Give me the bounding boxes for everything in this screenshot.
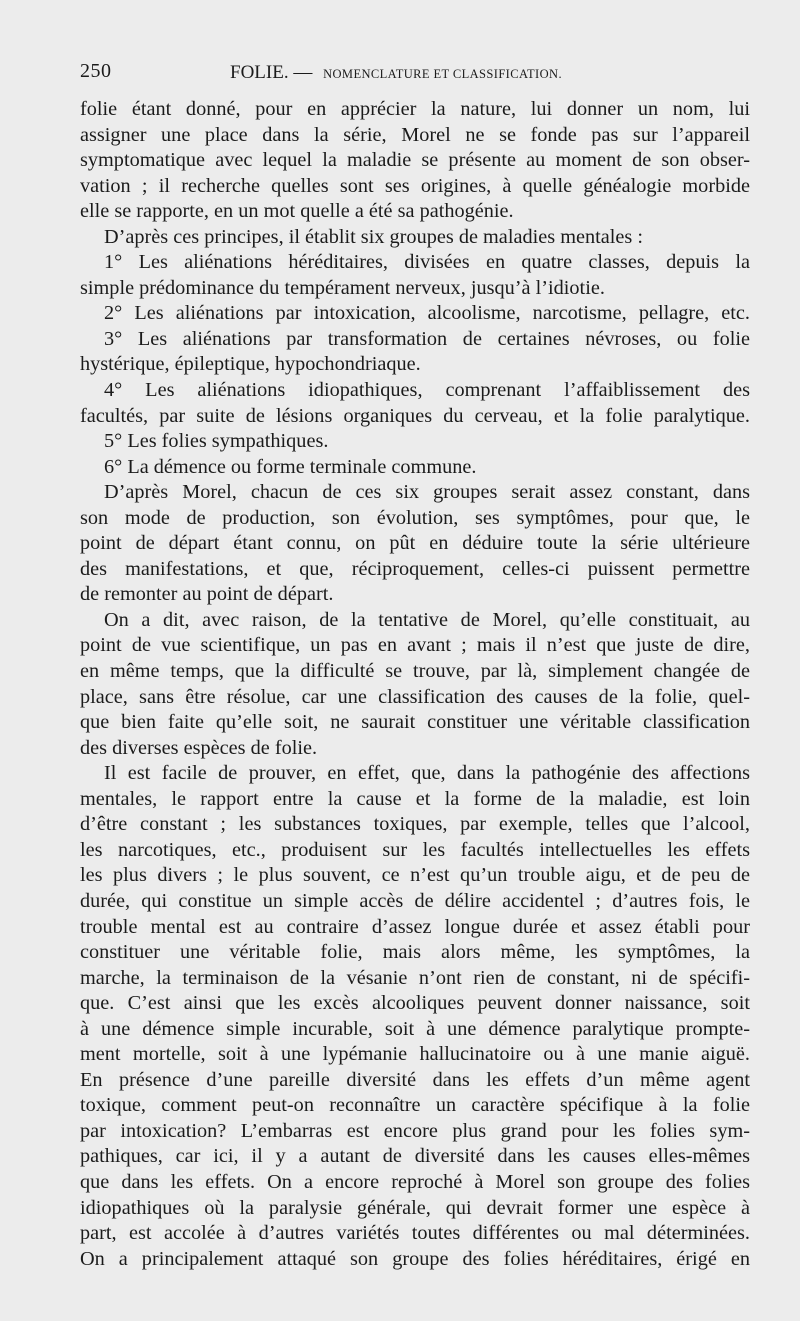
text-line: son mode de production, son évolution, ses symptômes, pour que, le xyxy=(80,506,750,529)
body-text xyxy=(80,97,750,1272)
text-line: point de vue scientifique, un pas en avant ; mais il n’est que juste de dire, xyxy=(80,634,750,657)
text-line: durée, qui constitue un simple accès de délire accidentel ; d’autres fois, le xyxy=(80,889,750,912)
text-line: d’être constant ; les substances toxiques, par exemple, telles que l’alcool, xyxy=(80,813,750,836)
text-line: pathiques, car ici, il y a autant de diversité dans les causes elles-mêmes xyxy=(80,1145,750,1168)
text-line: D’après ces principes, il établit six groupes de maladies mentales : xyxy=(104,225,643,248)
text-line: que bien faite qu’elle soit, ne saurait constituer une véritable classification xyxy=(80,711,750,734)
text-line: trouble mental est au contraire d’assez longue durée et assez établi pour xyxy=(80,915,750,938)
page-number: 250 xyxy=(80,60,112,82)
text-line: que dans les effets. On a encore reproché à Morel son groupe des folies xyxy=(80,1170,750,1193)
text-line: 3° Les aliénations par transformation de certaines névroses, ou folie xyxy=(104,327,750,350)
text-line: en même temps, que la difficulté se trouve, par là, simplement changée de xyxy=(80,660,750,683)
text-line: hystérique, épileptique, hypochondriaque. xyxy=(80,353,421,376)
text-line: 5° Les folies sympathiques. xyxy=(104,430,329,453)
text-line: On a principalement attaqué son groupe des folies héréditaires, érigé en xyxy=(80,1247,750,1270)
text-line: facultés, par suite de lésions organiques du cerveau, et la folie paralytique. xyxy=(80,404,750,427)
text-line: place, sans être résolue, car une classification des causes de la folie, quel- xyxy=(80,685,750,708)
running-head xyxy=(230,62,562,84)
text-line: 1° Les aliénations héréditaires, divisées en quatre classes, depuis la xyxy=(104,251,750,274)
text-line: D’après Morel, chacun de ces six groupes serait assez constant, dans xyxy=(104,481,750,504)
text-line: elle se rapporte, en un mot quelle a été sa pathogénie. xyxy=(80,200,514,223)
text-line: marche, la terminaison de la vésanie n’ont rien de constant, ni de spécifi- xyxy=(80,966,750,989)
text-line: symptomatique avec lequel la maladie se présente au moment de son obser- xyxy=(80,149,750,172)
text-line: ment mortelle, soit à une lypémanie hallucinatoire ou à une manie aiguë. xyxy=(80,1043,750,1066)
text-line: point de départ étant connu, on pût en déduire toute la série ultérieure xyxy=(80,532,750,555)
text-line: de remonter au point de départ. xyxy=(80,583,334,606)
text-line: constituer une véritable folie, mais alors même, les symptômes, la xyxy=(80,941,750,964)
text-line: 2° Les aliénations par intoxication, alcoolisme, narcotisme, pellagre, etc. xyxy=(104,302,750,325)
text-line: les narcotiques, etc., produisent sur les facultés intellectuelles les effets xyxy=(80,838,750,861)
text-line: à une démence simple incurable, soit à une démence paralytique prompte- xyxy=(80,1017,750,1040)
text-line: vation ; il recherche quelles sont ses origines, à quelle généalogie morbide xyxy=(80,174,750,197)
text-line: que. C’est ainsi que les excès alcooliques peuvent donner naissance, soit xyxy=(80,992,750,1015)
text-line: 4° Les aliénations idiopathiques, comprenant l’affaiblissement des xyxy=(104,379,750,402)
text-line: 6° La démence ou forme terminale commune. xyxy=(104,455,477,478)
running-head-dash: — xyxy=(293,62,313,83)
text-line: les plus divers ; le plus souvent, ce n’est qu’un trouble aigu, et de peu de xyxy=(80,864,750,887)
text-line: des manifestations, et que, réciproquement, celles-ci puissent permettre xyxy=(80,557,750,580)
text-line: folie étant donné, pour en apprécier la nature, lui donner un nom, lui xyxy=(80,98,750,120)
text-line: mentales, le rapport entre la cause et la forme de la maladie, est loin xyxy=(80,787,750,810)
text-line: par intoxication? L’embarras est encore plus grand pour les folies sym- xyxy=(80,1119,750,1142)
text-line: idiopathiques où la paralysie générale, qui devrait former une espèce à xyxy=(80,1196,750,1219)
running-head-section: NOMENCLATURE ET CLASSIFICATION. xyxy=(323,67,562,81)
running-head-title: FOLIE. xyxy=(230,62,289,83)
page-header xyxy=(80,60,752,86)
text-line: assigner une place dans la série, Morel ne se fonde pas sur l’appareil xyxy=(80,123,750,146)
text-line: toxique, comment peut-on reconnaître un caractère spécifique à la folie xyxy=(80,1094,750,1117)
text-line: part, est accolée à d’autres variétés toutes différentes ou mal déterminées. xyxy=(80,1222,750,1245)
text-line: Il est facile de prouver, en effet, que, dans la pathogénie des affections xyxy=(104,762,750,785)
text-line: simple prédominance du tempérament nerveux, jusqu’à l’idiotie. xyxy=(80,276,605,299)
text-line: des diverses espèces de folie. xyxy=(80,736,318,759)
text-line: En présence d’une pareille diversité dans les effets d’un même agent xyxy=(80,1068,750,1091)
text-line: On a dit, avec raison, de la tentative de Morel, qu’elle constituait, au xyxy=(104,608,750,631)
